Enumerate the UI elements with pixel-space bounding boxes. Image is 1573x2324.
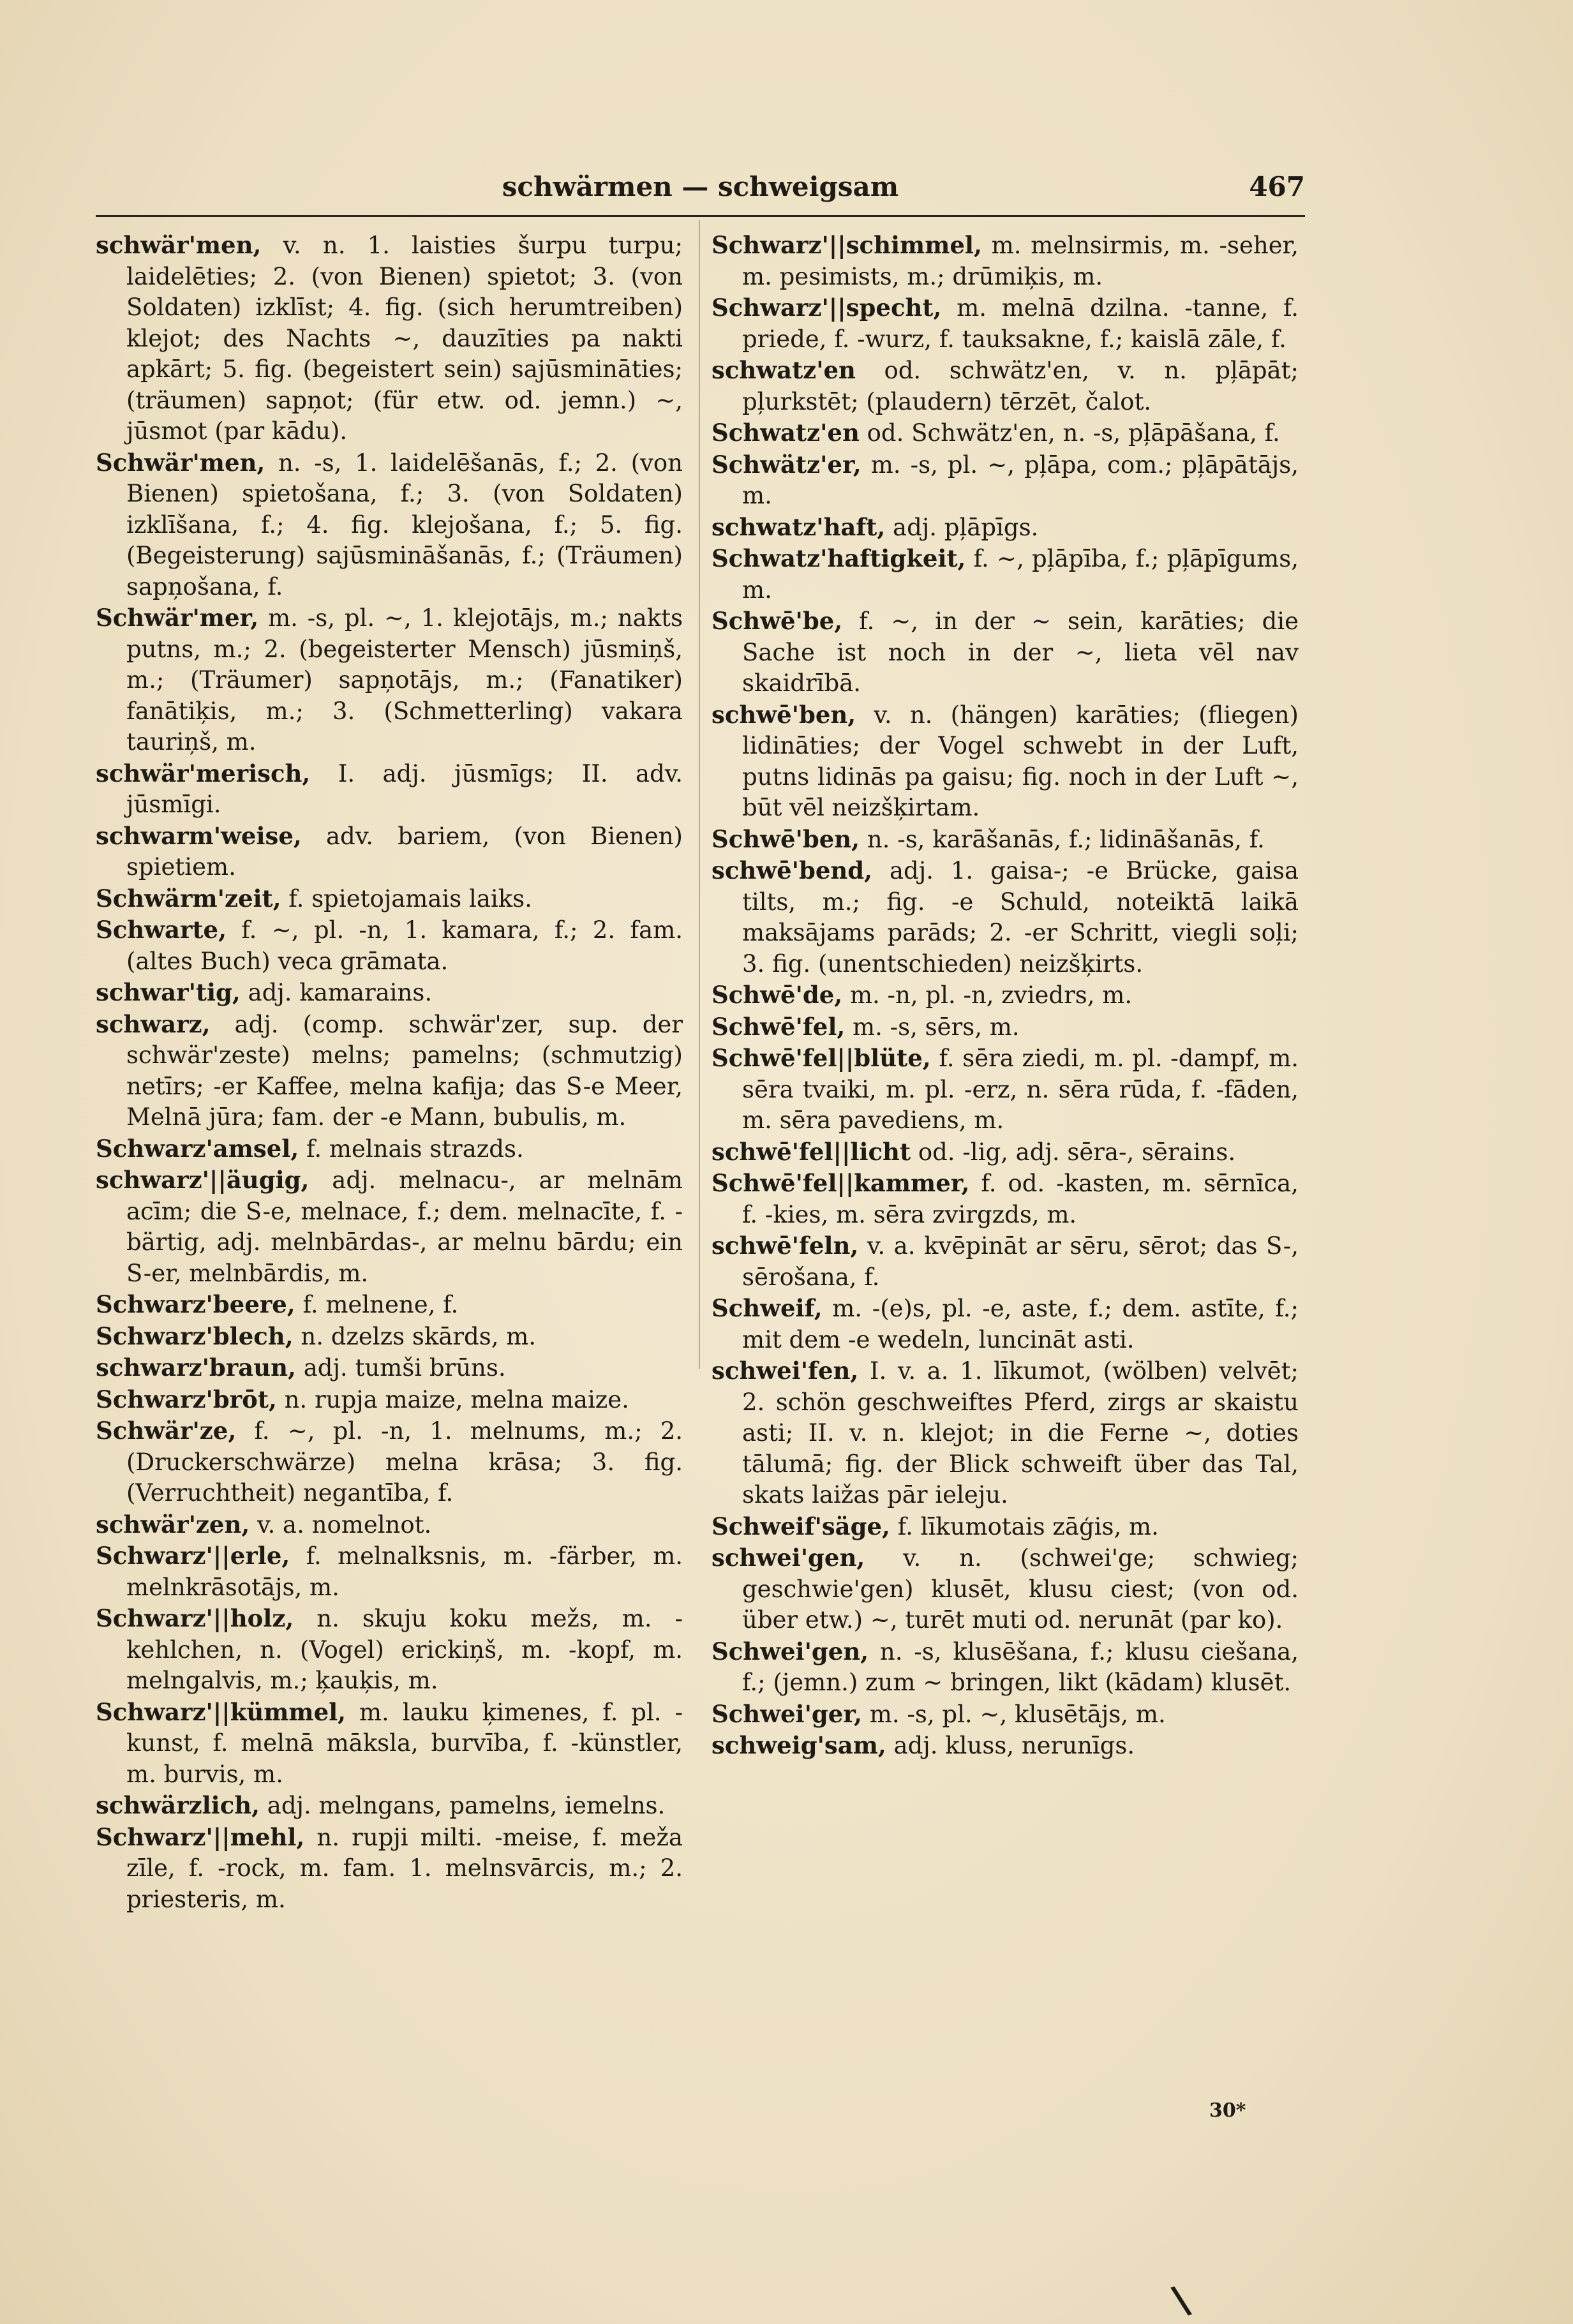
dictionary-entry [96, 602, 683, 758]
definition: f. ~, pl. -n, 1. kamara, f.; 2. fam. (altes Buch) veca grāmata. [126, 916, 683, 975]
page-header [96, 171, 1305, 209]
dictionary-entry [712, 512, 1299, 544]
headword: Schwei'ger, [712, 1699, 863, 1728]
headword: schwarz'||äugig, [96, 1166, 309, 1194]
headword: Schweif, [712, 1294, 823, 1322]
definition: f. melnene, f. [302, 1291, 459, 1318]
definition: f. od. -kasten, m. sērnīca, f. -kies, m. sēra zvirgzds, m. [742, 1170, 1299, 1228]
dictionary-entry [96, 914, 683, 977]
dictionary-entry [712, 1730, 1299, 1762]
headword: Schwarz'amsel, [96, 1134, 299, 1163]
headword: schweig'sam, [712, 1731, 886, 1759]
dictionary-entry [712, 606, 1299, 699]
dictionary-entry [96, 1165, 683, 1289]
definition: n. -s, klusēšana, f.; klusu ciešana, f.; (jemn.) zum ~ bringen, likt (kādam) klusēt. [742, 1637, 1299, 1696]
dictionary-entry [712, 1168, 1299, 1230]
definition: m. -s, pl. ~, klusētājs, m. [869, 1700, 1166, 1728]
headword: schwei'fen, [712, 1357, 859, 1385]
corner-mark: \ [1168, 2277, 1194, 2324]
headword: schwarz'braun, [96, 1353, 296, 1382]
definition: od. -lig, adj. sēra-, sērains. [918, 1138, 1236, 1166]
dictionary-entry [96, 1540, 683, 1603]
definition: m. -s, sērs, m. [853, 1013, 1020, 1041]
headword: Schwatz'haftigkeit, [712, 544, 966, 572]
definition: I. adj. jūsmīgs; II. adv. jūsmīgi. [126, 759, 683, 818]
headword: Schwē'fel, [712, 1012, 846, 1041]
dictionary-entry [712, 824, 1299, 856]
headword: Schwär'mer, [96, 604, 259, 632]
dictionary-entry [712, 543, 1299, 606]
dictionary-entry [96, 758, 683, 821]
dictionary-entry [712, 417, 1299, 449]
definition: n. dzelzs skārds, m. [301, 1322, 537, 1350]
definition: m. -s, pl. ~, 1. klejotājs, m.; nakts putns, m.; 2. (begeisterter Mensch) jūsmiņš, m.; (Träumer) sapņotājs, m.; (Fanatiker) fanātiķis, m.; 3. (Schmetterling) vakara tauriņš, m. [126, 604, 683, 756]
dictionary-entry [96, 977, 683, 1009]
dictionary-entry [96, 1289, 683, 1321]
definition: n. skuju koku mežs, m. -kehlchen, n. (Vogel) erickiņš, m. -kopf, m. melngalvis, m.; ķauķis, m. [126, 1605, 683, 1694]
headword: Schwē'be, [712, 607, 843, 635]
headword: schwē'feln, [712, 1232, 859, 1260]
headword: Schwär'men, [96, 448, 265, 477]
headword: Schwarz'blech, [96, 1322, 294, 1350]
left-column [96, 230, 683, 1915]
dictionary-entry [96, 1509, 683, 1541]
definition: adj. kamarains. [248, 979, 433, 1006]
dictionary-entry [96, 1133, 683, 1165]
dictionary-entry [96, 1009, 683, 1133]
headword: schwatz'en [712, 356, 856, 384]
definition: m. melnsirmis, m. -seher, m. pesimists, m.; drūmiķis, m. [742, 232, 1299, 290]
headword: Schwarz'||specht, [712, 294, 942, 322]
definition: adv. bariem, (von Bienen) spietiem. [126, 822, 683, 881]
definition: m. -n, pl. -n, zviedrs, m. [849, 981, 1133, 1009]
dictionary-entry [96, 230, 683, 447]
definition: m. -s, pl. ~, pļāpa, com.; pļāpātājs, m. [742, 451, 1299, 509]
headword: schwei'gen, [712, 1544, 865, 1572]
definition: adj. melnacu-, ar melnām acīm; die S-e, melnace, f.; dem. melnacīte, f. -bärtig, adj. melnbārdas-, ar melnu bārdu; ein S-er, melnbārdis, m. [126, 1166, 683, 1287]
headword: Schwarz'||holz, [96, 1604, 294, 1632]
definition: n. -s, 1. laidelēšanās, f.; 2. (von Bienen) spietošana, f.; 3. (von Soldaten) izklīšana, f.; 4. fig. klejošana, f.; 5. fig. (Begeisterung) sajūsmināšanās, f.; (Träumen) sapņošana, f. [126, 449, 683, 600]
dictionary-entry [96, 1352, 683, 1384]
signature-mark: 30* [1209, 2099, 1246, 2122]
dictionary-entry [712, 292, 1299, 355]
headword: schwē'ben, [712, 700, 856, 729]
headword: schwär'zen, [96, 1510, 250, 1538]
dictionary-entry [712, 1043, 1299, 1136]
definition: v. a. kvēpināt ar sēru, sērot; das S-, sērošana, f. [742, 1232, 1299, 1291]
dictionary-entry [96, 1697, 683, 1791]
headword: Schwarz'brōt, [96, 1385, 277, 1413]
headword: Schwätz'er, [712, 450, 861, 479]
dictionary-entry [96, 1415, 683, 1509]
headword: Schwē'fel||kammer, [712, 1169, 970, 1197]
definition: od. schwätz'en, v. n. pļāpāt; pļurkstēt; (plaudern) tērzēt, čalot. [742, 357, 1299, 415]
definition: adj. tumši brūns. [303, 1354, 506, 1382]
dictionary-entry [96, 1384, 683, 1416]
column-divider [699, 220, 700, 1369]
headword: schwar'tig, [96, 978, 241, 1006]
definition: n. rupja maize, melna maize. [284, 1385, 629, 1413]
definition: f. līkumotais zāģis, m. [897, 1512, 1159, 1540]
headword: Schwarz'beere, [96, 1290, 295, 1318]
headword: schwär'merisch, [96, 759, 311, 787]
definition: adj. (comp. schwär'zer, sup. der schwär'zeste) melns; pamelns; (schmutzig) netīrs; -er Kaffee, melna kafija; das S-e Meer, Melnā jūra; fam. der -e Mann, bubulis, m. [126, 1010, 683, 1131]
headword: schwē'bend, [712, 856, 873, 884]
dictionary-entry [712, 355, 1299, 417]
dictionary-entry [712, 1511, 1299, 1543]
headword: Schwarz'||kümmel, [96, 1697, 347, 1726]
dictionary-entry [712, 1293, 1299, 1355]
headword: schwärzlich, [96, 1791, 260, 1819]
definition: v. n. 1. laisties šurpu turpu; laidelēties; 2. (von Bienen) spietot; 3. (von Soldaten) izklīst; 4. fig. (sich herumtreiben) klejot; des Nachts ~, dauzīties pa nakti apkārt; 5. fig. (begeistert sein) sajūsmināties; (träumen) sapņot; (für etw. od. jemn.) ~, jūsmot (par kādu). [126, 232, 683, 445]
headword: Schwē'fel||blüte, [712, 1044, 931, 1072]
dictionary-entry [96, 1321, 683, 1353]
definition: m. melnā dzilna. -tanne, f. priede, f. -wurz, f. tauksakne, f.; kaislā zāle, f. [742, 294, 1299, 353]
definition: od. Schwätz'en, n. -s, pļāpāšana, f. [867, 419, 1280, 447]
header-rule [96, 215, 1305, 217]
definition: f. ~, pļāpība, f.; pļāpīgums, m. [742, 545, 1299, 604]
headword: Schwē'ben, [712, 824, 860, 853]
headword: Schwär'ze, [96, 1417, 237, 1445]
headword: schwär'men, [96, 231, 262, 259]
dictionary-entry [96, 447, 683, 603]
definition: adj. melngans, pamelns, iemelns. [267, 1792, 666, 1819]
headword: Schwei'gen, [712, 1637, 869, 1665]
headword: Schwarte, [96, 916, 227, 944]
headword: Schwarz'||schimmel, [712, 231, 982, 259]
headword: Schwē'de, [712, 981, 843, 1009]
headword: schwarm'weise, [96, 821, 302, 850]
dictionary-entry [96, 821, 683, 883]
dictionary-entry [712, 1699, 1299, 1731]
dictionary-entry [712, 1011, 1299, 1043]
definition: I. v. a. 1. līkumot, (wölben) velvēt; 2. schön geschweiftes Pferd, zirgs ar skaistu asti; II. v. n. klejot; in die Ferne ~, doties tālumā; fig. der Blick schweift über das Tal, skats laižas pār ieleju. [742, 1357, 1299, 1508]
definition: f. ~, pl. -n, 1. melnums, m.; 2. (Druckerschwärze) melna krāsa; 3. fig. (Verruchtheit) negantība, f. [126, 1417, 683, 1507]
definition: f. melnalksnis, m. -färber, m. melnkrāsotājs, m. [126, 1542, 683, 1601]
dictionary-entry [96, 1822, 683, 1916]
definition: f. spietojamais laiks. [288, 884, 532, 912]
definition: v. a. nomelnot. [257, 1510, 432, 1538]
dictionary-entry [712, 699, 1299, 824]
definition: adj. pļāpīgs. [893, 513, 1039, 541]
running-head: schwärmen — schweigsam [502, 171, 899, 202]
headword: schwatz'haft, [712, 512, 886, 541]
right-column [712, 230, 1299, 1762]
page-number: 467 [1249, 171, 1305, 202]
headword: schwē'fel||licht [712, 1137, 911, 1166]
dictionary-entry [712, 855, 1299, 980]
definition: adj. 1. gaisa-; -e Brücke, gaisa tilts, m.; fig. -e Schuld, noteiktā laikā maksājams parāds; 2. -er Schritt, viegli soļi; 3. fig. (unentschieden) neizšķirts. [742, 857, 1299, 978]
headword: schwarz, [96, 1009, 211, 1038]
dictionary-entry [712, 980, 1299, 1011]
dictionary-entry [96, 1790, 683, 1822]
definition: f. sēra ziedi, m. pl. -dampf, m. sēra tvaiki, m. pl. -erz, n. sēra rūda, f. -fāden, m. sēra pavediens, m. [742, 1045, 1299, 1134]
definition: v. n. (hängen) karāties; (fliegen) lidināties; der Vogel schwebt in der Luft, putns lidinās pa gaisu; fig. noch in der Luft ~, būt vēl neizšķirtam. [742, 701, 1299, 821]
headword: Schweif'säge, [712, 1512, 890, 1540]
dictionary-entry [712, 1636, 1299, 1699]
dictionary-entry [712, 1230, 1299, 1293]
dictionary-entry [712, 230, 1299, 292]
definition: n. -s, karāšanās, f.; lidināšanās, f. [867, 825, 1265, 853]
definition: m. lauku ķimenes, f. pl. -kunst, f. melnā māksla, burvība, f. -künstler, m. burvis, m. [126, 1698, 683, 1788]
dictionary-entry [712, 1136, 1299, 1168]
headword: Schwarz'||mehl, [96, 1822, 305, 1851]
dictionary-entry [712, 449, 1299, 512]
definition: v. n. (schwei'ge; schwieg; geschwie'gen) klusēt, klusu ciest; (von od. über etw.) ~, turēt muti od. nerunāt (par ko). [742, 1544, 1299, 1634]
dictionary-entry [96, 1603, 683, 1697]
definition: m. -(e)s, pl. -e, aste, f.; dem. astīte, f.; mit dem -e wedeln, luncināt asti. [742, 1295, 1299, 1353]
definition: n. rupji milti. -meise, f. meža zīle, f. -rock, m. fam. 1. melnsvārcis, m.; 2. priesteris, m. [126, 1823, 683, 1913]
headword: Schwatz'en [712, 419, 860, 447]
definition: adj. kluss, nerunīgs. [893, 1732, 1135, 1759]
dictionary-entry [96, 883, 683, 915]
definition: f. melnais strazds. [306, 1135, 524, 1163]
definition: f. ~, in der ~ sein, karāties; die Sache ist noch in der ~, lieta vēl nav skaidrībā. [742, 607, 1299, 697]
headword: Schwärm'zeit, [96, 884, 281, 912]
dictionary-entry [712, 1542, 1299, 1636]
dictionary-entry [712, 1355, 1299, 1511]
headword: Schwarz'||erle, [96, 1542, 290, 1570]
